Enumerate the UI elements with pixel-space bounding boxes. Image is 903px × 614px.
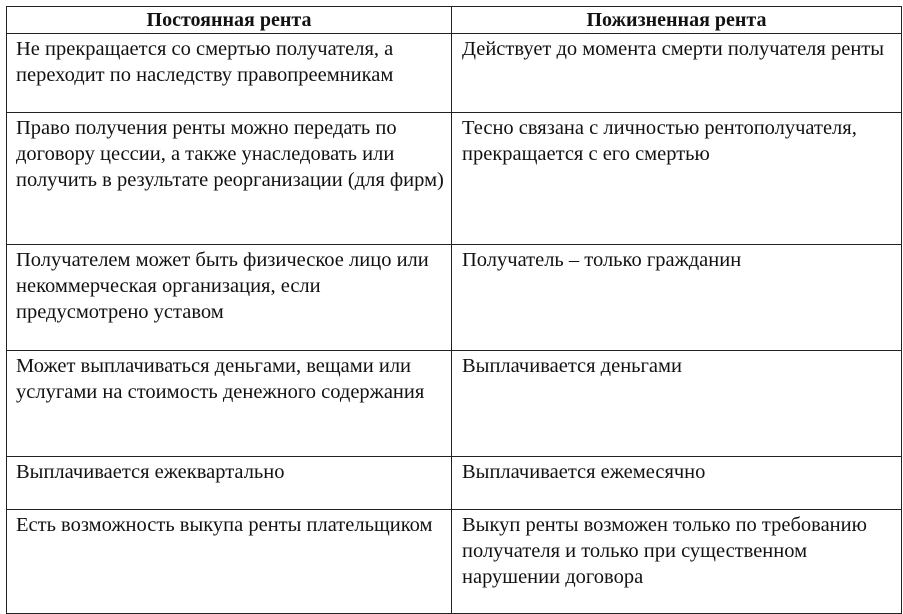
lifetime-rent-cell: Выплачивается деньгами: [452, 351, 902, 457]
comparison-table-container: [6, 6, 901, 610]
table-row: [7, 113, 902, 245]
rent-comparison-table: [6, 6, 902, 614]
table-row: [7, 351, 902, 457]
permanent-rent-cell: Не прекращается со смертью получателя, а переходит по наследству правопреемникам: [7, 34, 452, 113]
table-row: [7, 510, 902, 614]
header-permanent-rent: Постоянная рента: [7, 7, 452, 34]
header-lifetime-rent: Пожизненная рента: [452, 7, 902, 34]
permanent-rent-cell: Право получения ренты можно передать по договору цессии, а также унаследовать или получить в результате реорганизации (для фирм): [7, 113, 452, 245]
permanent-rent-cell: Есть возможность выкупа ренты плательщиком: [7, 510, 452, 614]
lifetime-rent-cell: Получатель – только гражданин: [452, 245, 902, 351]
lifetime-rent-cell: Выкуп ренты возможен только по требованию получателя и только при существенном нарушении договора: [452, 510, 902, 614]
table-row: [7, 34, 902, 113]
lifetime-rent-cell: Тесно связана с личностью рентополучателя, прекращается с его смертью: [452, 113, 902, 245]
table-row: [7, 457, 902, 510]
permanent-rent-cell: Может выплачиваться деньгами, вещами или услугами на стоимость денежного содержания: [7, 351, 452, 457]
lifetime-rent-cell: Выплачивается ежемесячно: [452, 457, 902, 510]
lifetime-rent-cell: Действует до момента смерти получателя ренты: [452, 34, 902, 113]
header-row: [7, 7, 902, 34]
permanent-rent-cell: Получателем может быть физическое лицо или некоммерческая организация, если предусмотрено уставом: [7, 245, 452, 351]
table-row: [7, 245, 902, 351]
permanent-rent-cell: Выплачивается ежеквартально: [7, 457, 452, 510]
